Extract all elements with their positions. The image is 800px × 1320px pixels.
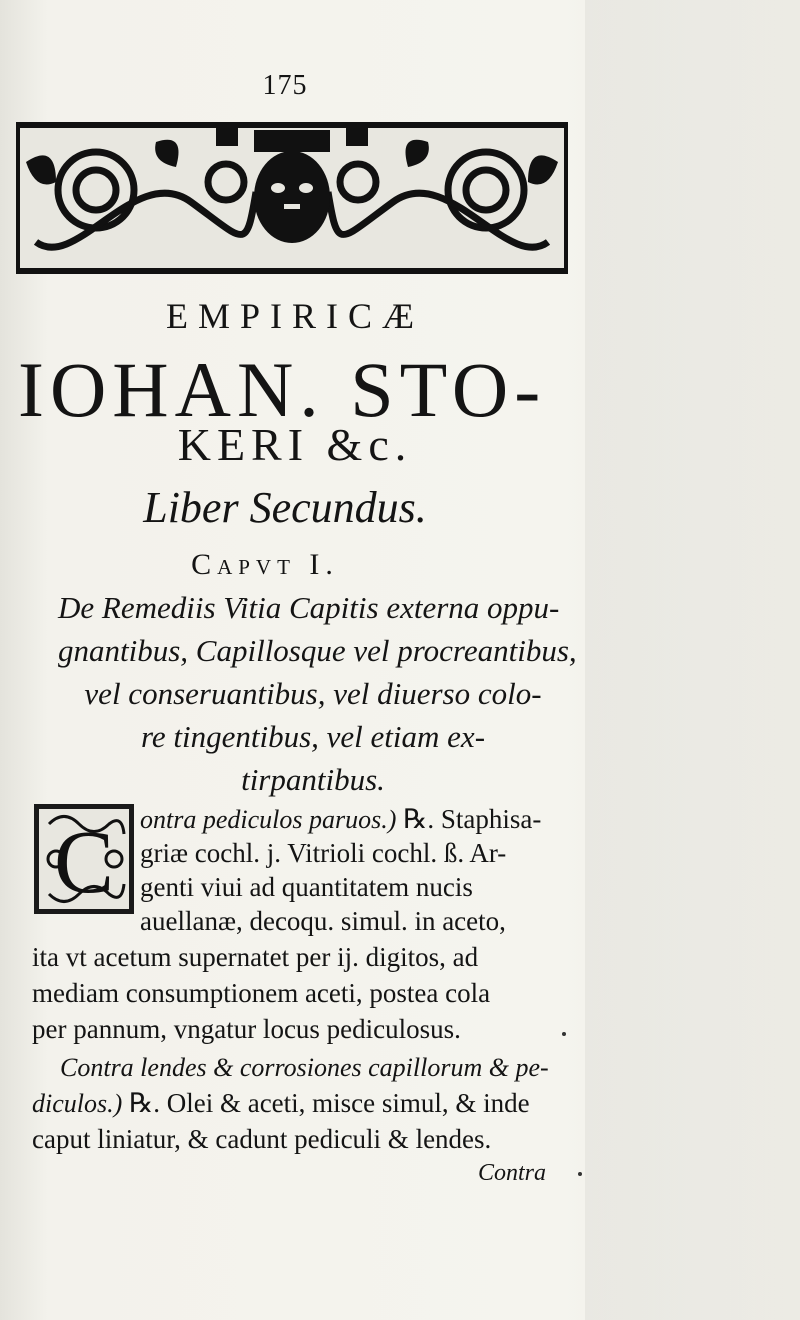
remedy-heading: Contra lendes & corrosiones capillorum & pe- [60,1053,549,1082]
body-line: genti viui ad quantitatem nucis [140,872,473,902]
body-text-span: ℞. Staphisa- [396,804,542,834]
chapter-title-line: gnantibus, Capillosque vel procreantibus, [58,633,577,668]
chapter-title-line: tirpantibus. [241,762,385,797]
body-line: auellanæ, decoqu. simul. in aceto, [140,906,506,936]
body-line: mediam consumptionem aceti, postea cola [32,978,491,1008]
show-through-area [585,0,800,1320]
body-line [140,804,541,835]
body-text-span: ℞. Olei & aceti, misce simul, & inde [122,1088,530,1118]
chapter-title [58,586,577,801]
decorated-initial-icon [34,804,134,914]
body-line: caput liniatur, & cadunt pediculi & lendes. [32,1124,492,1154]
chapter-number: Capvt I. [191,548,339,581]
work-title: EMPIRICÆ [165,296,425,336]
chapter-title-line: vel conseruantibus, vel diuerso colo- [84,676,542,711]
body-line: ita vt acetum supernatet per ij. digitos, ad [32,942,479,972]
book-number: Liber Secundus. [143,483,427,532]
author-name-line-1: IOHAN. STO- [18,346,547,433]
page-number: 175 [262,70,308,101]
initial-letter: C [53,813,115,912]
body-line [60,1052,549,1083]
remedy-heading: ontra pediculos paruos.) [140,805,397,834]
body-line: griæ cochl. j. Vitrioli cochl. ß. Ar- [140,838,507,868]
ornamental-headpiece-icon [16,122,568,274]
body-line [32,1088,530,1119]
margin-mark [578,1172,582,1176]
chapter-title-line: De Remediis Vitia Capitis externa oppu- [58,590,560,625]
chapter-title-line: re tingentibus, vel etiam ex- [140,719,486,754]
margin-mark [562,1032,566,1036]
author-name-line-2: KERI &c. [177,419,413,470]
body-line: per pannum, vngatur locus pediculosus. [32,1014,461,1044]
catchword: Contra [478,1160,547,1186]
remedy-heading: diculos.) [32,1089,123,1118]
